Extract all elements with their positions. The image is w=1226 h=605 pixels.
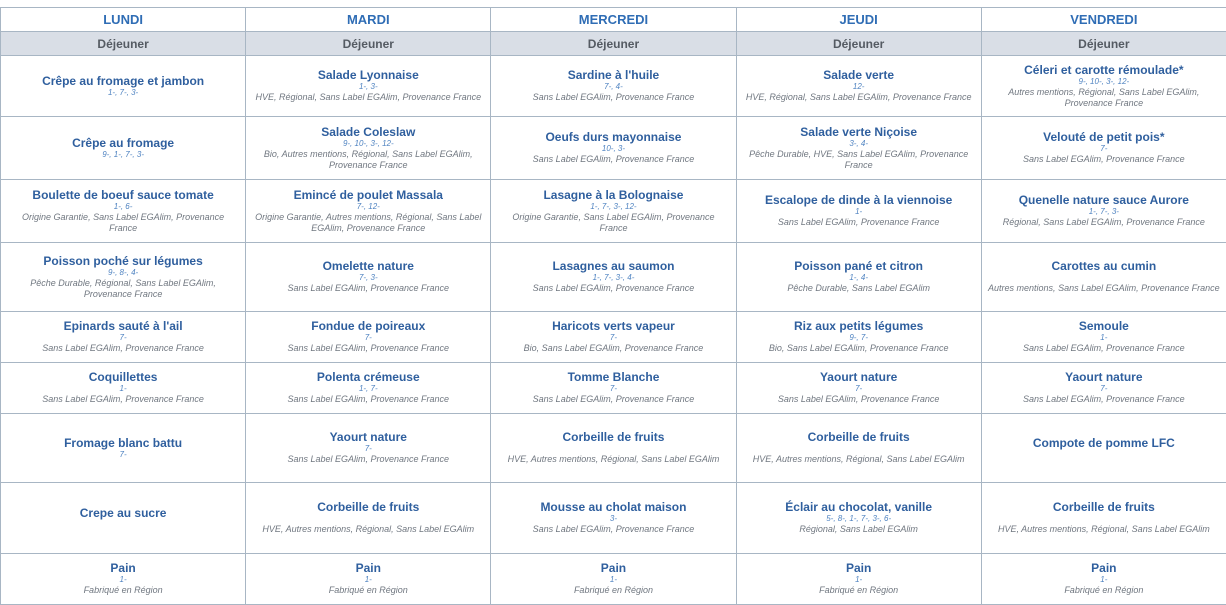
allergen-codes: 1-, 7-, 3- [7,88,239,98]
day-header-monday: LUNDI [1,8,246,32]
allergen-codes: 7- [7,333,239,343]
allergen-codes: 3- [497,514,729,524]
label-mentions: HVE, Autres mentions, Régional, Sans Label EGAlim [743,454,975,465]
allergen-codes: 1- [7,384,239,394]
allergen-codes [7,520,239,530]
menu-cell [981,243,1226,312]
label-mentions: Sans Label EGAlim, Provenance France [497,524,729,535]
menu-cell [981,414,1226,483]
menu-cell [736,180,981,243]
allergen-codes: 1-, 7-, 3-, 4- [497,273,729,283]
menu-cell [491,56,736,117]
allergen-codes: 7- [252,333,484,343]
menu-row [1,180,1226,243]
menu-cell [1,483,246,554]
label-mentions: Bio, Sans Label EGAlim, Provenance France [497,343,729,354]
label-mentions: Origine Garantie, Autres mentions, Régional, Sans Label EGAlim, Provenance France [252,212,484,234]
meal-header: Déjeuner [1,32,246,56]
label-mentions: Sans Label EGAlim, Provenance France [252,343,484,354]
allergen-codes: 9-, 8-, 4- [7,268,239,278]
menu-cell [491,363,736,414]
allergen-codes: 1- [988,575,1220,585]
day-header-row [1,8,1226,32]
menu-row [1,414,1226,483]
label-mentions: Sans Label EGAlim, Provenance France [743,217,975,228]
allergen-codes: 3-, 4- [743,139,975,149]
dish-name: Céleri et carotte rémoulade* [988,64,1220,77]
label-mentions: Pêche Durable, Régional, Sans Label EGAlim, Provenance France [7,278,239,300]
dish-name: Haricots verts vapeur [497,320,729,333]
menu-row [1,243,1226,312]
meal-header: Déjeuner [246,32,491,56]
label-mentions: Autres mentions, Sans Label EGAlim, Provenance France [988,283,1220,294]
day-header-friday: VENDREDI [981,8,1226,32]
label-mentions: Sans Label EGAlim, Provenance France [988,343,1220,354]
allergen-codes: 1-, 7- [252,384,484,394]
allergen-codes: 1- [743,207,975,217]
allergen-codes: 1-, 3- [252,82,484,92]
dish-name: Riz aux petits légumes [743,320,975,333]
menu-cell [1,117,246,180]
allergen-codes: 9-, 10-, 3-, 12- [252,139,484,149]
dish-name: Pain [7,562,239,575]
dish-name: Corbeille de fruits [743,431,975,444]
label-mentions: HVE, Régional, Sans Label EGAlim, Provenance France [743,92,975,103]
allergen-codes: 7- [497,333,729,343]
allergen-codes: 1- [252,575,484,585]
label-mentions: Origine Garantie, Sans Label EGAlim, Provenance France [497,212,729,234]
menu-cell [246,363,491,414]
label-mentions: Sans Label EGAlim, Provenance France [743,394,975,405]
menu-row [1,554,1226,605]
dish-name: Polenta crémeuse [252,371,484,384]
dish-name: Epinards sauté à l'ail [7,320,239,333]
label-mentions: Régional, Sans Label EGAlim [743,524,975,535]
weekly-menu-table [0,7,1226,605]
menu-cell [1,363,246,414]
dish-name: Pain [743,562,975,575]
allergen-codes [743,444,975,454]
dish-name: Compote de pomme LFC [988,437,1220,450]
menu-cell [736,554,981,605]
label-mentions: Pêche Durable, Sans Label EGAlim [743,283,975,294]
allergen-codes [988,450,1220,460]
label-mentions: Sans Label EGAlim, Provenance France [252,454,484,465]
dish-name: Salade Coleslaw [252,126,484,139]
menu-cell [246,414,491,483]
menu-cell [981,483,1226,554]
allergen-codes: 7-, 3- [252,273,484,283]
dish-name: Lasagne à la Bolognaise [497,189,729,202]
dish-name: Corbeille de fruits [988,501,1220,514]
dish-name: Crêpe au fromage et jambon [7,75,239,88]
label-mentions: Sans Label EGAlim, Provenance France [988,394,1220,405]
allergen-codes: 1-, 6- [7,202,239,212]
menu-cell [491,554,736,605]
allergen-codes: 9-, 7- [743,333,975,343]
allergen-codes: 10-, 3- [497,144,729,154]
menu-cell [246,554,491,605]
dish-name: Salade verte Niçoise [743,126,975,139]
label-mentions: Sans Label EGAlim, Provenance France [7,394,239,405]
menu-row [1,117,1226,180]
allergen-codes: 1-, 7-, 3- [988,207,1220,217]
menu-cell [246,243,491,312]
menu-cell [246,180,491,243]
menu-row [1,483,1226,554]
menu-cell [491,312,736,363]
menu-cell [736,483,981,554]
dish-name: Tomme Blanche [497,371,729,384]
allergen-codes: 7- [743,384,975,394]
label-mentions: Fabriqué en Région [252,585,484,596]
allergen-codes: 1-, 7-, 3-, 12- [497,202,729,212]
label-mentions: Sans Label EGAlim, Provenance France [497,283,729,294]
meal-header: Déjeuner [736,32,981,56]
menu-cell [491,414,736,483]
menu-cell [736,117,981,180]
label-mentions: Sans Label EGAlim, Provenance France [497,154,729,165]
label-mentions: Bio, Autres mentions, Régional, Sans Label EGAlim, Provenance France [252,149,484,171]
allergen-codes: 1- [497,575,729,585]
dish-name: Fondue de poireaux [252,320,484,333]
menu-row [1,56,1226,117]
allergen-codes: 1- [988,333,1220,343]
label-mentions: Fabriqué en Région [497,585,729,596]
allergen-codes [252,514,484,524]
meal-header-row [1,32,1226,56]
dish-name: Oeufs durs mayonnaise [497,131,729,144]
dish-name: Yaourt nature [743,371,975,384]
label-mentions: Fabriqué en Région [7,585,239,596]
dish-name: Sardine à l'huile [497,69,729,82]
menu-row [1,363,1226,414]
allergen-codes: 1-, 4- [743,273,975,283]
menu-cell [981,312,1226,363]
label-mentions: Fabriqué en Région [743,585,975,596]
dish-name: Pain [252,562,484,575]
allergen-codes: 9-, 1-, 7-, 3- [7,150,239,160]
menu-row [1,312,1226,363]
menu-cell [981,56,1226,117]
menu-cell [1,180,246,243]
menu-cell [736,414,981,483]
allergen-codes [988,273,1220,283]
label-mentions: Sans Label EGAlim, Provenance France [252,283,484,294]
label-mentions: Sans Label EGAlim, Provenance France [497,394,729,405]
day-header-thursday: JEUDI [736,8,981,32]
menu-cell [491,117,736,180]
allergen-codes: 7- [252,444,484,454]
label-mentions: Origine Garantie, Sans Label EGAlim, Provenance France [7,212,239,234]
allergen-codes: 7- [988,384,1220,394]
allergen-codes [497,444,729,454]
dish-name: Coquillettes [7,371,239,384]
allergen-codes: 7- [497,384,729,394]
menu-cell [491,243,736,312]
allergen-codes: 7-, 12- [252,202,484,212]
allergen-codes: 9-, 10-, 3-, 12- [988,77,1220,87]
dish-name: Yaourt nature [988,371,1220,384]
label-mentions: HVE, Régional, Sans Label EGAlim, Provenance France [252,92,484,103]
menu-cell [246,483,491,554]
dish-name: Pain [497,562,729,575]
dish-name: Velouté de petit pois* [988,131,1220,144]
day-header-tuesday: MARDI [246,8,491,32]
dish-name: Quenelle nature sauce Aurore [988,194,1220,207]
allergen-codes: 5-, 8-, 1-, 7-, 3-, 6- [743,514,975,524]
label-mentions: Sans Label EGAlim, Provenance France [252,394,484,405]
dish-name: Corbeille de fruits [252,501,484,514]
meal-header: Déjeuner [491,32,736,56]
label-mentions: Pêche Durable, HVE, Sans Label EGAlim, Provenance France [743,149,975,171]
menu-cell [736,243,981,312]
label-mentions: HVE, Autres mentions, Régional, Sans Label EGAlim [252,524,484,535]
dish-name: Yaourt nature [252,431,484,444]
menu-cell [981,180,1226,243]
label-mentions: HVE, Autres mentions, Régional, Sans Label EGAlim [988,524,1220,535]
dish-name: Éclair au chocolat, vanille [743,501,975,514]
menu-cell [1,414,246,483]
dish-name: Fromage blanc battu [7,437,239,450]
menu-cell [246,312,491,363]
allergen-codes [988,514,1220,524]
allergen-codes: 1- [743,575,975,585]
dish-name: Poisson pané et citron [743,260,975,273]
dish-name: Salade Lyonnaise [252,69,484,82]
menu-cell [491,483,736,554]
dish-name: Crepe au sucre [7,507,239,520]
dish-name: Pain [988,562,1220,575]
label-mentions: Autres mentions, Régional, Sans Label EGAlim, Provenance France [988,87,1220,109]
dish-name: Poisson poché sur légumes [7,255,239,268]
dish-name: Omelette nature [252,260,484,273]
dish-name: Emincé de poulet Massala [252,189,484,202]
allergen-codes: 12- [743,82,975,92]
label-mentions: Sans Label EGAlim, Provenance France [988,154,1220,165]
dish-name: Mousse au cholat maison [497,501,729,514]
label-mentions: Sans Label EGAlim, Provenance France [497,92,729,103]
allergen-codes: 1- [7,575,239,585]
menu-cell [246,56,491,117]
label-mentions: Régional, Sans Label EGAlim, Provenance France [988,217,1220,228]
dish-name: Crêpe au fromage [7,137,239,150]
dish-name: Boulette de boeuf sauce tomate [7,189,239,202]
allergen-codes: 7-, 4- [497,82,729,92]
label-mentions: HVE, Autres mentions, Régional, Sans Label EGAlim [497,454,729,465]
menu-cell [1,56,246,117]
menu-cell [736,312,981,363]
menu-cell [1,243,246,312]
menu-cell [1,554,246,605]
label-mentions: Fabriqué en Région [988,585,1220,596]
dish-name: Escalope de dinde à la viennoise [743,194,975,207]
menu-cell [491,180,736,243]
dish-name: Salade verte [743,69,975,82]
menu-cell [246,117,491,180]
menu-cell [981,117,1226,180]
allergen-codes: 7- [988,144,1220,154]
dish-name: Semoule [988,320,1220,333]
menu-cell [1,312,246,363]
menu-cell [981,363,1226,414]
dish-name: Carottes au cumin [988,260,1220,273]
meal-header: Déjeuner [981,32,1226,56]
menu-cell [981,554,1226,605]
menu-cell [736,56,981,117]
menu-cell [736,363,981,414]
dish-name: Corbeille de fruits [497,431,729,444]
dish-name: Lasagnes au saumon [497,260,729,273]
allergen-codes: 7- [7,450,239,460]
label-mentions: Sans Label EGAlim, Provenance France [7,343,239,354]
day-header-wednesday: MERCREDI [491,8,736,32]
label-mentions: Bio, Sans Label EGAlim, Provenance France [743,343,975,354]
